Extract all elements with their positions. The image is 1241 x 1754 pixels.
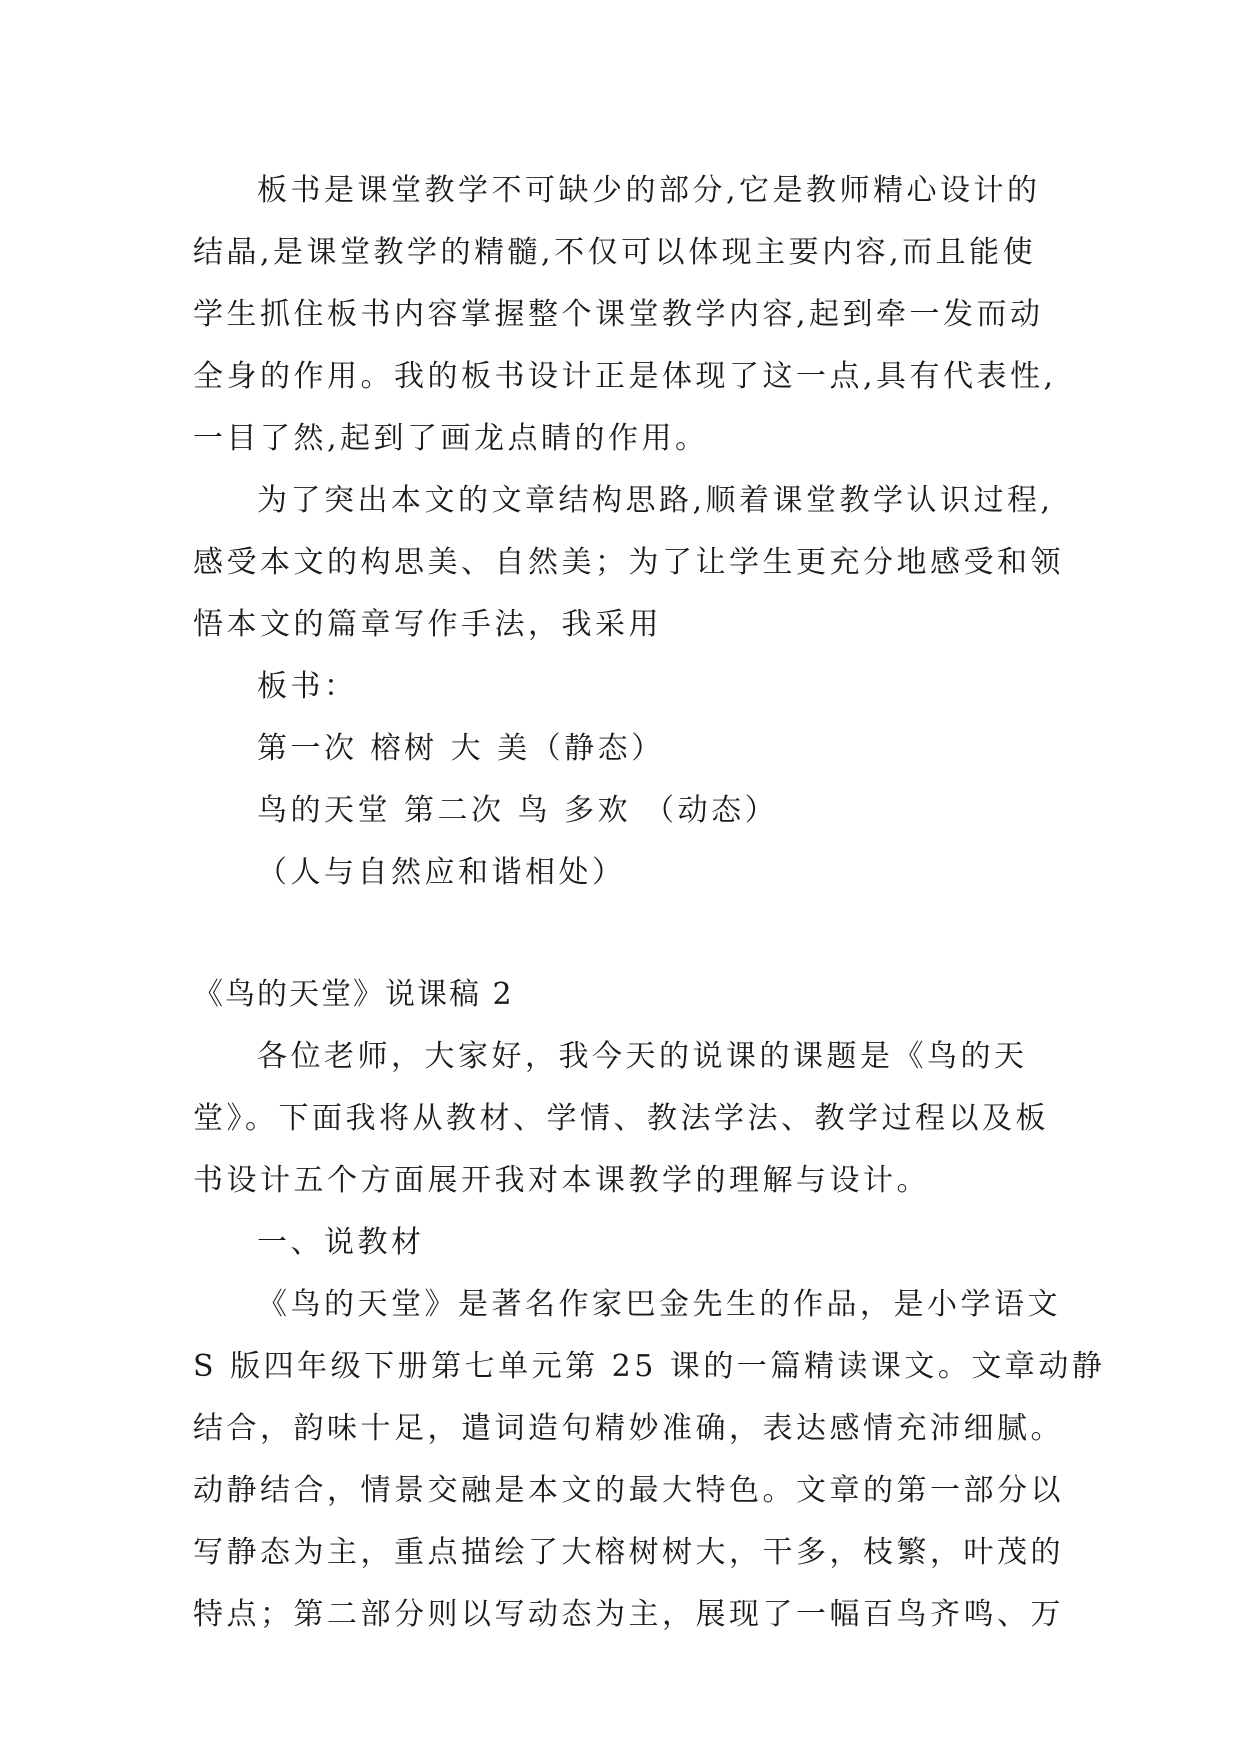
- paragraph-line: 《鸟的天堂》是著名作家巴金先生的作品，是小学语文: [257, 1287, 1061, 1322]
- board-heading: 板书：: [257, 669, 358, 704]
- paragraph-line: 全身的作用。我的板书设计正是体现了这一点,具有代表性,: [193, 359, 1057, 394]
- paragraph-line: 为了突出本文的文章结构思路,顺着课堂教学认识过程,: [257, 483, 1054, 518]
- board-line: （人与自然应和谐相处）: [257, 855, 626, 890]
- paragraph-line: 动静结合，情景交融是本文的最大特色。文章的第一部分以: [193, 1473, 1064, 1508]
- paragraph-line: 板书是课堂教学不可缺少的部分,它是教师精心设计的: [257, 173, 1041, 208]
- board-line: 第一次 榕树 大 美（静态）: [257, 731, 665, 766]
- section-spacer: [193, 904, 1053, 964]
- paragraph-line: 结合，韵味十足，遣词造句精妙准确，表达感情充沛细腻。: [193, 1411, 1064, 1446]
- subsection-heading: 一、说教材: [257, 1225, 425, 1260]
- section-title: 《鸟的天堂》说课稿 2: [193, 977, 514, 1012]
- paragraph-line: 各位老师，大家好，我今天的说课的课题是《鸟的天: [257, 1039, 1028, 1074]
- paragraph-line: S 版四年级下册第七单元第 25 课的一篇精读课文。文章动静: [193, 1349, 1106, 1384]
- paragraph-line: 一目了然,起到了画龙点睛的作用。: [193, 421, 709, 456]
- paragraph-line: 结晶,是课堂教学的精髓,不仅可以体现主要内容,而且能使: [193, 235, 1037, 270]
- paragraph-line: 书设计五个方面展开我对本课教学的理解与设计。: [193, 1163, 930, 1198]
- paragraph-line: 学生抓住板书内容掌握整个课堂教学内容,起到牵一发而动: [193, 297, 1044, 332]
- paragraph-line: 感受本文的构思美、自然美；为了让学生更充分地感受和领: [193, 545, 1064, 580]
- paragraph-line: 写静态为主，重点描绘了大榕树树大，干多，枝繁，叶茂的: [193, 1535, 1064, 1570]
- paragraph-line: 特点；第二部分则以写动态为主，展现了一幅百鸟齐鸣、万: [193, 1597, 1064, 1632]
- paragraph-line: 堂》。下面我将从教材、学情、教法学法、教学过程以及板: [193, 1101, 1049, 1136]
- paragraph-line: 悟本文的篇章写作手法，我采用: [193, 607, 662, 642]
- board-line: 鸟的天堂 第二次 鸟 多欢 （动态）: [257, 793, 779, 828]
- document-body: [193, 160, 1106, 1646]
